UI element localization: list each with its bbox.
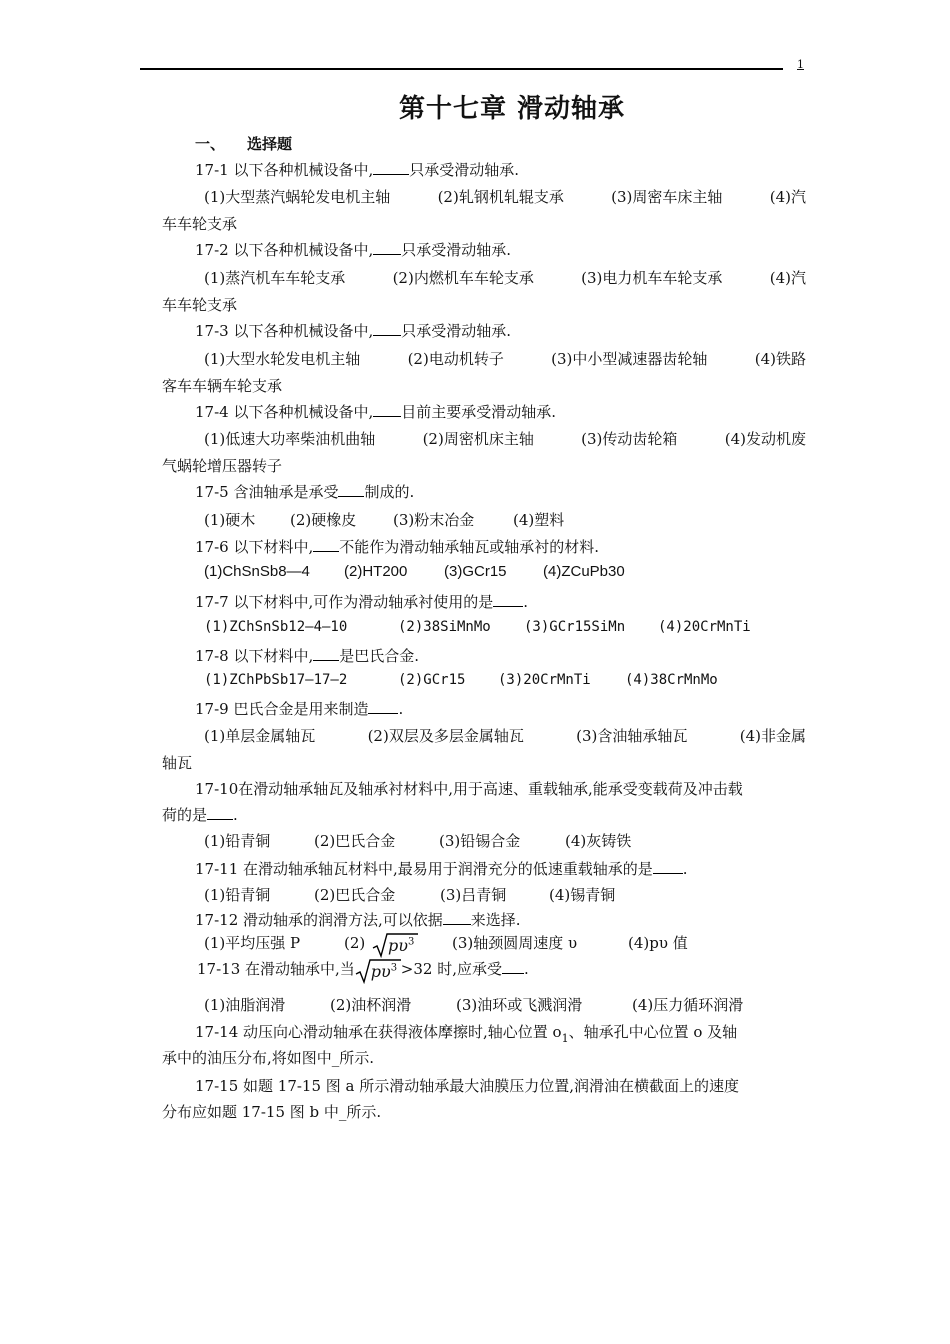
option-1: (1)大型水轮发电机主轴	[204, 350, 361, 368]
sqrt-radicand	[371, 962, 397, 981]
option-continuation: 轴瓦	[162, 754, 193, 772]
option-1: (1)蒸汽机车车轮支承	[204, 269, 346, 287]
option-2: (2)巴氏合金	[314, 832, 396, 850]
question-stem: 17-13 在滑动轴承中,当	[197, 960, 355, 978]
question-tail: 不能作为滑动轴承轴瓦或轴承衬的材料.	[339, 538, 600, 556]
options-17-5	[204, 509, 564, 530]
option-1: (1)ChSnSb8—4	[204, 563, 310, 580]
chapter-title: 第十七章 滑动轴承	[398, 94, 626, 124]
section-label: 选择题	[247, 135, 293, 153]
option-1: (1)ZChSnSb12—4—10	[204, 619, 348, 635]
radicand-exponent: 3	[390, 962, 398, 974]
question-stem: 17-10在滑动轴承轴瓦及轴承衬材料中,用于高速、重载轴承,能承受变载荷及冲击载	[195, 780, 743, 798]
answer-blank	[653, 859, 683, 874]
option-1: (1)大型蒸汽蜗轮发电机主轴	[204, 188, 391, 206]
question-stem: 17-14 动压向心滑动轴承在获得液体摩擦时,轴心位置 o	[195, 1023, 562, 1041]
answer-blank	[338, 482, 364, 497]
options-17-11	[204, 884, 615, 905]
option-2: (2)38SiMnMo	[398, 619, 491, 635]
option-4: (4)铁路	[754, 350, 806, 368]
question-17-10-continuation	[162, 804, 238, 825]
header-rule	[140, 68, 783, 70]
option-3: (3)吕青铜	[440, 886, 507, 904]
option-1: (1)平均压强 P	[204, 934, 301, 952]
options-17-3	[204, 348, 806, 369]
question-17-14-continuation: 承中的油压分布,将如图中_所示.	[162, 1049, 375, 1067]
question-stem: 17-4 以下各种机械设备中,	[195, 403, 374, 421]
question-stem: 17-12 滑动轴承的润滑方法,可以依据	[195, 911, 443, 929]
question-17-2	[195, 239, 511, 260]
options-17-8	[204, 672, 718, 688]
options-17-13	[204, 994, 743, 1015]
option-4: (4)塑料	[513, 511, 565, 529]
question-tail: 是巴氏合金.	[339, 647, 420, 665]
radicand-base: pυ	[370, 962, 391, 981]
answer-blank	[207, 805, 233, 820]
option-3: (3)GCr15	[444, 563, 507, 580]
option-2: (2)双层及多层金属轴瓦	[367, 727, 524, 745]
question-tail: .	[523, 593, 529, 611]
option-2: (2)巴氏合金	[314, 886, 396, 904]
question-tail: 来选择.	[470, 911, 521, 929]
option-4: (4)ZCuPb30	[543, 563, 625, 580]
option-2: (2)周密机床主轴	[422, 430, 534, 448]
options-17-6	[204, 563, 625, 580]
option-continuation: 车车轮支承	[162, 215, 238, 233]
options-17-1	[204, 186, 806, 207]
question-tail: 目前主要承受滑动轴承.	[401, 403, 557, 421]
section-heading	[195, 133, 314, 154]
question-stem-rest: 、轴承孔中心位置 o 及轴	[568, 1023, 738, 1041]
answer-blank	[493, 592, 523, 607]
question-stem: 17-2 以下各种机械设备中,	[195, 241, 374, 259]
option-4: (4)汽	[769, 188, 806, 206]
question-tail: 制成的.	[364, 483, 415, 501]
question-tail: 只承受滑动轴承.	[401, 241, 512, 259]
question-stem: 17-9 巴氏合金是用来制造	[195, 700, 369, 718]
answer-blank	[373, 240, 401, 255]
question-17-10	[195, 778, 743, 799]
question-17-14	[195, 1021, 737, 1045]
option-2: (2)油杯润滑	[330, 996, 412, 1014]
option-2: (2)GCr15	[398, 672, 466, 688]
option-1: (1)硬木	[204, 511, 256, 529]
question-stem: 17-1 以下各种机械设备中,	[195, 161, 374, 179]
question-17-11	[195, 858, 688, 879]
option-4: (4)pυ 值	[628, 934, 688, 952]
option-2: (2)	[344, 934, 366, 952]
question-17-1	[195, 159, 519, 180]
option-4: (4)20CrMnTi	[658, 619, 751, 635]
option-3: (3)粉末冶金	[393, 511, 475, 529]
options-17-2	[204, 267, 806, 288]
radicand-base: pυ	[388, 936, 408, 955]
answer-blank	[373, 160, 409, 175]
question-stem: 17-5 含油轴承是承受	[195, 483, 339, 501]
option-3: (3)中小型减速器齿轮轴	[551, 350, 708, 368]
question-tail: .	[398, 700, 404, 718]
question-17-7	[195, 591, 528, 612]
option-4: (4)发动机废	[724, 430, 806, 448]
question-17-12	[195, 909, 521, 930]
question-17-5	[195, 481, 414, 502]
option-4: (4)压力循环润滑	[632, 996, 744, 1014]
answer-blank	[313, 646, 339, 661]
option-1: (1)低速大功率柴油机曲轴	[204, 430, 376, 448]
option-continuation: 客车车辆车轮支承	[162, 377, 283, 395]
option-3: (3)铅锡合金	[439, 832, 521, 850]
answer-blank	[502, 959, 524, 974]
answer-blank	[368, 699, 398, 714]
answer-blank	[313, 537, 339, 552]
option-3: (3)周密车床主轴	[611, 188, 723, 206]
option-1: (1)ZChPbSb17—17—2	[204, 672, 348, 688]
answer-blank	[373, 321, 401, 336]
option-2: (2)HT200	[344, 563, 408, 580]
option-4: (4)锡青铜	[549, 886, 616, 904]
option-continuation: 车车轮支承	[162, 296, 238, 314]
question-17-6	[195, 536, 599, 557]
question-17-9	[195, 698, 403, 719]
option-1: (1)铅青铜	[204, 886, 271, 904]
question-stem: 17-6 以下材料中,	[195, 538, 314, 556]
option-4: (4)非金属	[739, 727, 806, 745]
options-17-12	[204, 932, 688, 956]
option-1: (1)油脂润滑	[204, 996, 286, 1014]
question-17-13	[197, 958, 529, 982]
option-2: (2)内燃机车车轮支承	[392, 269, 534, 287]
option-3: (3)20CrMnTi	[498, 672, 591, 688]
option-continuation: 气蜗轮增压器转子	[162, 457, 283, 475]
question-stem: 17-11 在滑动轴承轴瓦材料中,最易用于润滑充分的低速重载轴承的是	[195, 860, 653, 878]
options-17-7	[204, 619, 751, 635]
question-tail: .	[233, 806, 238, 824]
option-4: (4)灰铸铁	[565, 832, 632, 850]
question-stem-continuation: 荷的是	[162, 806, 208, 824]
question-17-15-continuation: 分布应如题 17-15 图 b 中_所示.	[162, 1103, 382, 1121]
question-stem: 17-8 以下材料中,	[195, 647, 314, 665]
question-stem: 17-7 以下材料中,可作为滑动轴承衬使用的是	[195, 593, 494, 611]
page-number: 1	[797, 58, 804, 71]
answer-blank	[373, 402, 401, 417]
option-2: (2)轧钢机轧辊支承	[437, 188, 564, 206]
question-tail: 只承受滑动轴承.	[401, 322, 512, 340]
option-1: (1)铅青铜	[204, 832, 271, 850]
sqrt-radicand	[388, 936, 414, 955]
option-3: (3)传动齿轮箱	[581, 430, 678, 448]
question-tail: 只承受滑动轴承.	[409, 161, 520, 179]
option-4: (4)38CrMnMo	[625, 672, 718, 688]
question-tail-end: .	[523, 960, 529, 978]
question-17-15: 17-15 如题 17-15 图 a 所示滑动轴承最大油膜压力位置,润滑油在横截面上的速度	[195, 1077, 740, 1095]
question-tail: >32 时,应承受	[400, 960, 502, 978]
options-17-9	[204, 725, 806, 746]
option-3: (3)电力机车车轮支承	[581, 269, 723, 287]
options-17-4	[204, 428, 806, 449]
option-2: (2)电动机转子	[407, 350, 504, 368]
answer-blank	[443, 910, 471, 925]
question-tail: .	[682, 860, 688, 878]
section-number: 一、	[195, 135, 226, 153]
question-17-4	[195, 401, 556, 422]
question-stem: 17-3 以下各种机械设备中,	[195, 322, 374, 340]
option-2: (2)硬橡皮	[290, 511, 357, 529]
options-17-10	[204, 830, 631, 851]
option-3: (3)油环或飞溅润滑	[456, 996, 583, 1014]
option-3: (3)轴颈圆周速度 υ	[452, 934, 578, 952]
question-17-8	[195, 645, 419, 666]
option-4: (4)汽	[769, 269, 806, 287]
subscript: 1	[561, 1032, 569, 1045]
sqrt-expression	[355, 958, 401, 982]
sqrt-expression	[372, 932, 418, 956]
question-17-3	[195, 320, 511, 341]
option-3: (3)含油轴承轴瓦	[576, 727, 688, 745]
radicand-exponent: 3	[407, 936, 415, 948]
option-3: (3)GCr15SiMn	[524, 619, 626, 635]
option-1: (1)单层金属轴瓦	[204, 727, 316, 745]
